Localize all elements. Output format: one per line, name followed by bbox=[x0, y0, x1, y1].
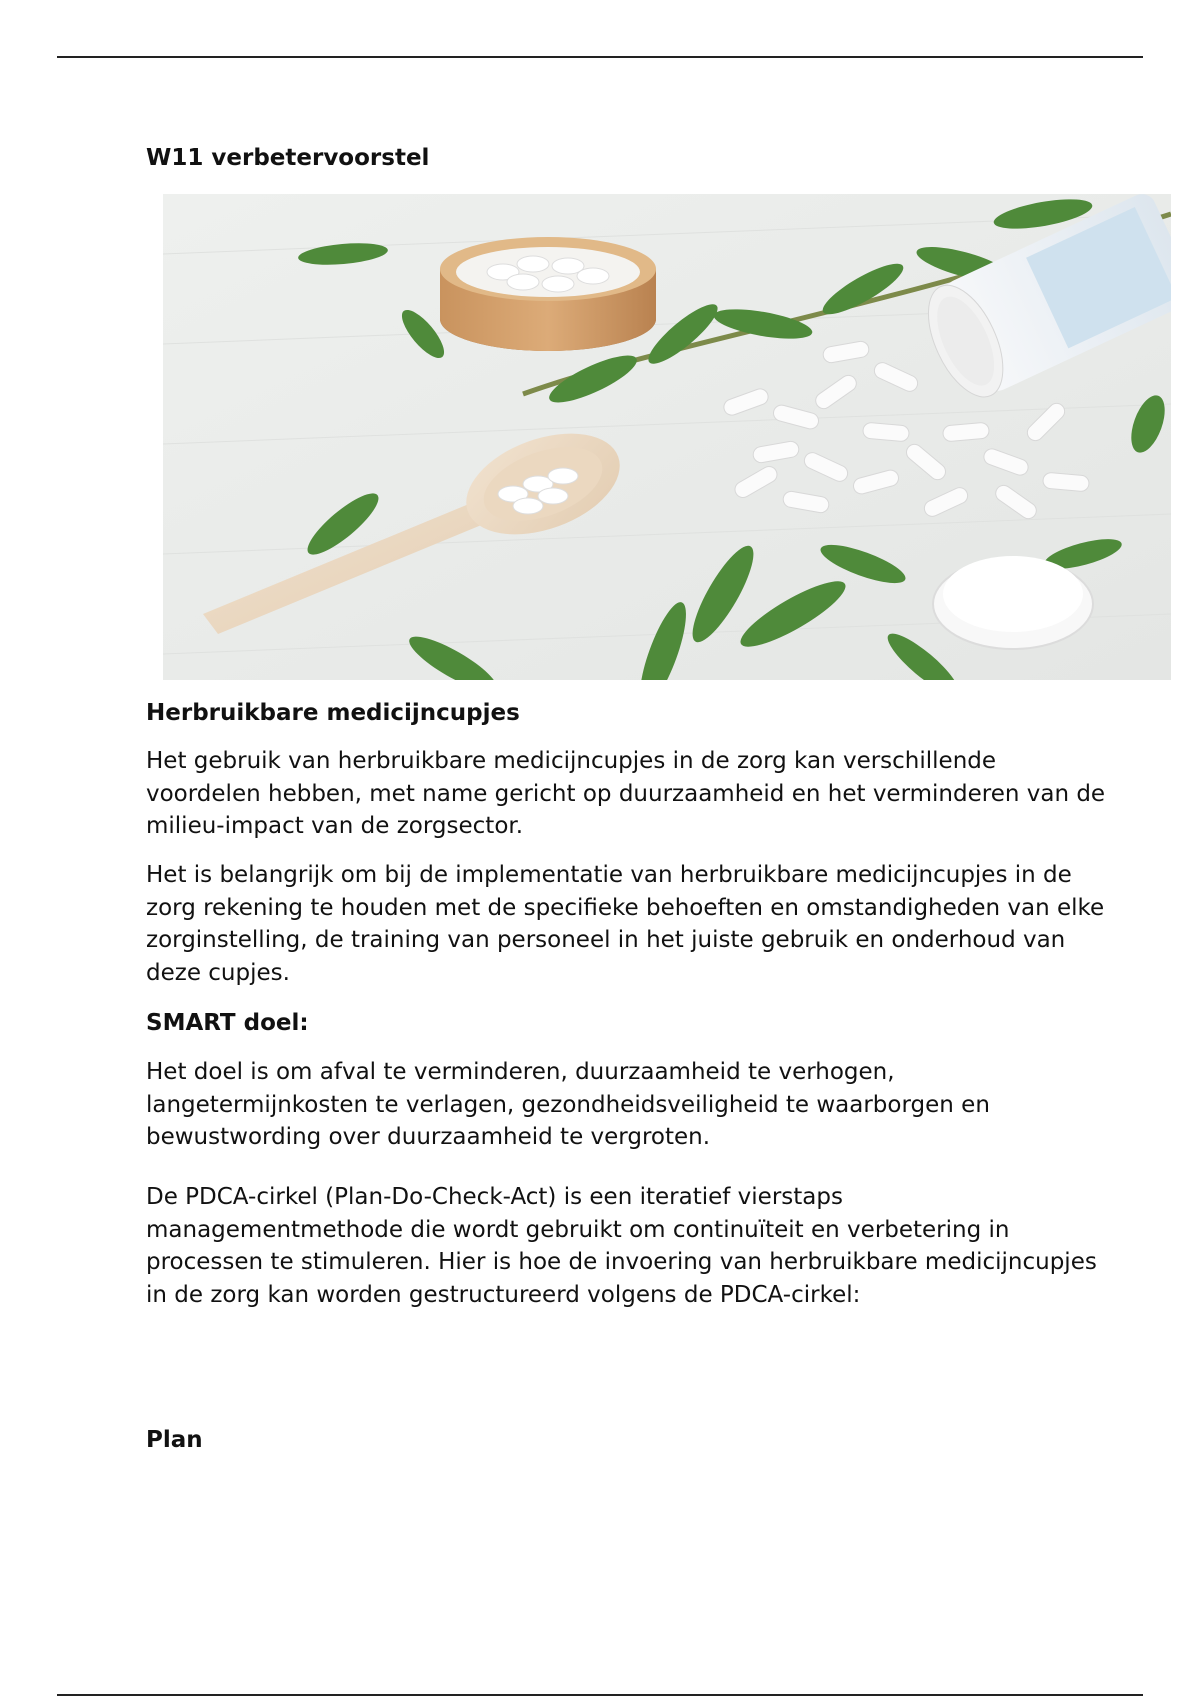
section-heading-plan: Plan bbox=[146, 1427, 203, 1453]
medication-photo bbox=[163, 194, 1171, 680]
paragraph-implementatie: Het is belangrijk om bij de implementatie van herbruikbare medicijncupjes in de zorg rekening te houden met de specifieke behoeften en omstandigheden van elke zorginstelling, de training van personeel in het juiste gebruik en onderhoud van deze cupjes. bbox=[146, 862, 1105, 986]
paragraph-smart-doel: Het doel is om afval te verminderen, duurzaamheid te verhogen, langetermijnkosten te verlagen, gezondheidsveiligheid te waarborgen en bewustwording over duurzaamheid te vergroten. bbox=[146, 1059, 990, 1150]
section-heading-smart-doel: SMART doel: bbox=[146, 1010, 309, 1036]
footer-rule bbox=[57, 1694, 1143, 1696]
paragraph-pdca: De PDCA-cirkel (Plan-Do-Check-Act) is een iteratief vierstaps managementmethode die wordt gebruikt om continuïteit en verbetering in processen te stimuleren. Hier is hoe de invoering van herbruikbare medicijncupjes in de zorg kan worden gestructureerd volgens de PDCA-cirkel: bbox=[146, 1184, 1097, 1308]
document-title: W11 verbetervoorstel bbox=[146, 145, 430, 171]
header-rule bbox=[57, 56, 1143, 58]
paragraph-voordelen: Het gebruik van herbruikbare medicijncupjes in de zorg kan verschillende voordelen hebben, met name gericht op duurzaamheid en het verminderen van de milieu-impact van de zorgsector. bbox=[146, 748, 1106, 839]
section-heading-herbruikbare: Herbruikbare medicijncupjes bbox=[146, 700, 520, 726]
